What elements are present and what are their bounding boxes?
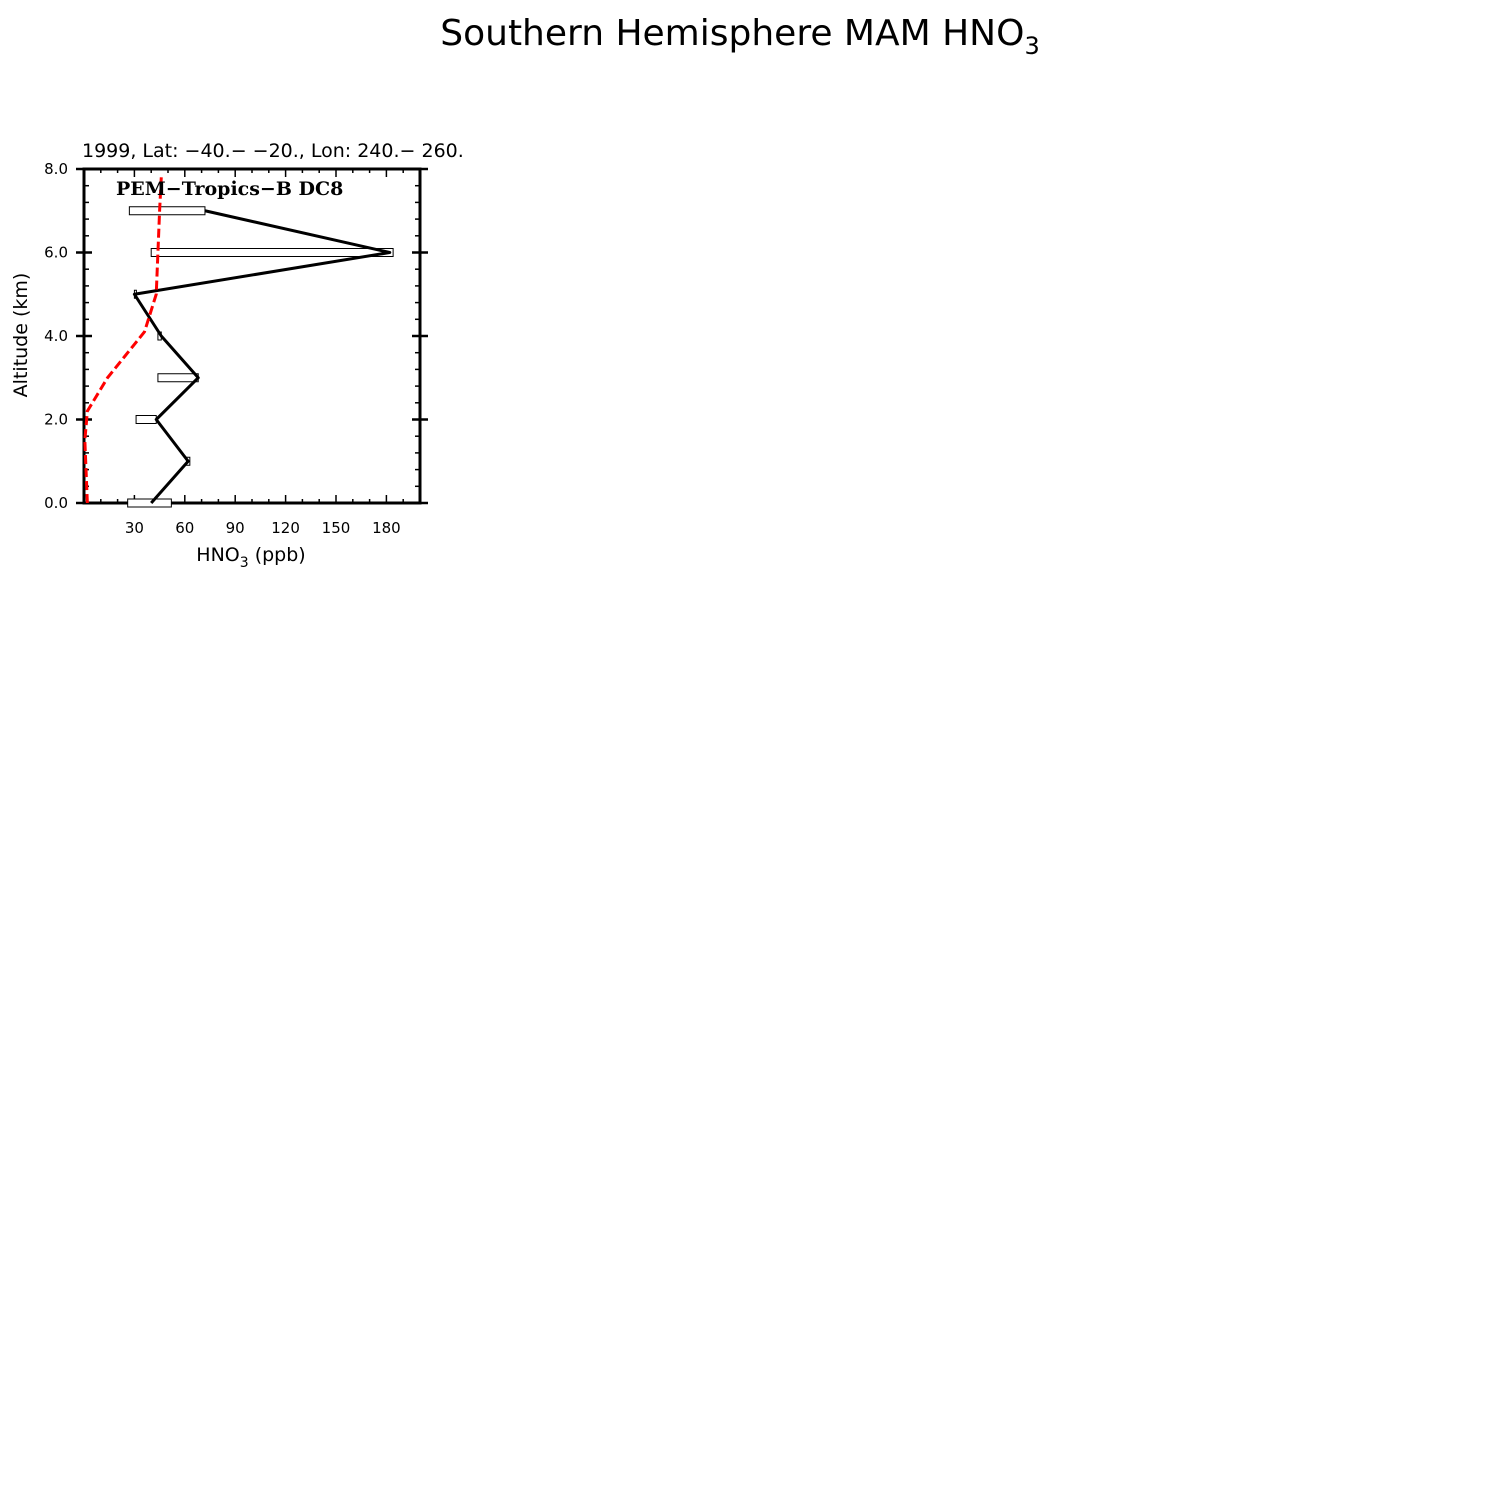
y-tick-label: 2.0	[44, 410, 68, 429]
chart-title-text: Southern Hemisphere MAM HNO	[440, 13, 1025, 54]
observation-range-box	[129, 207, 205, 215]
x-tick-label: 60	[175, 519, 195, 537]
y-tick-label: 6.0	[44, 243, 68, 262]
x-tick-label: 120	[271, 519, 300, 537]
y-axis-label: Altitude (km)	[10, 272, 32, 398]
model-line	[85, 177, 161, 503]
x-tick-label: 150	[321, 519, 351, 537]
x-axis-label-subscript: 3	[239, 555, 249, 571]
x-axis-label-text: HNO	[196, 544, 240, 566]
x-tick-label: 30	[124, 519, 144, 537]
plot-area	[44, 160, 428, 537]
plot-frame	[84, 169, 420, 503]
x-tick-label: 90	[225, 519, 245, 537]
y-tick-label: 0.0	[44, 494, 68, 512]
y-tick-label: 4.0	[44, 327, 68, 345]
observation-range-box	[128, 499, 172, 507]
observation-range-box	[136, 416, 156, 424]
observation-range-box	[151, 249, 393, 257]
y-tick-label: 8.0	[44, 160, 68, 178]
chart-title	[440, 13, 1039, 60]
chart-title-subscript: 3	[1024, 32, 1040, 60]
x-axis-label	[196, 544, 305, 571]
x-axis-label-unit: (ppb)	[248, 544, 306, 566]
x-tick-label: 180	[372, 519, 401, 537]
observation-range-box	[158, 374, 198, 382]
campaign-label: PEM−Tropics−B DC8	[116, 178, 344, 200]
chart-subtitle: 1999, Lat: −40.− −20., Lon: 240.− 260.	[82, 140, 464, 162]
